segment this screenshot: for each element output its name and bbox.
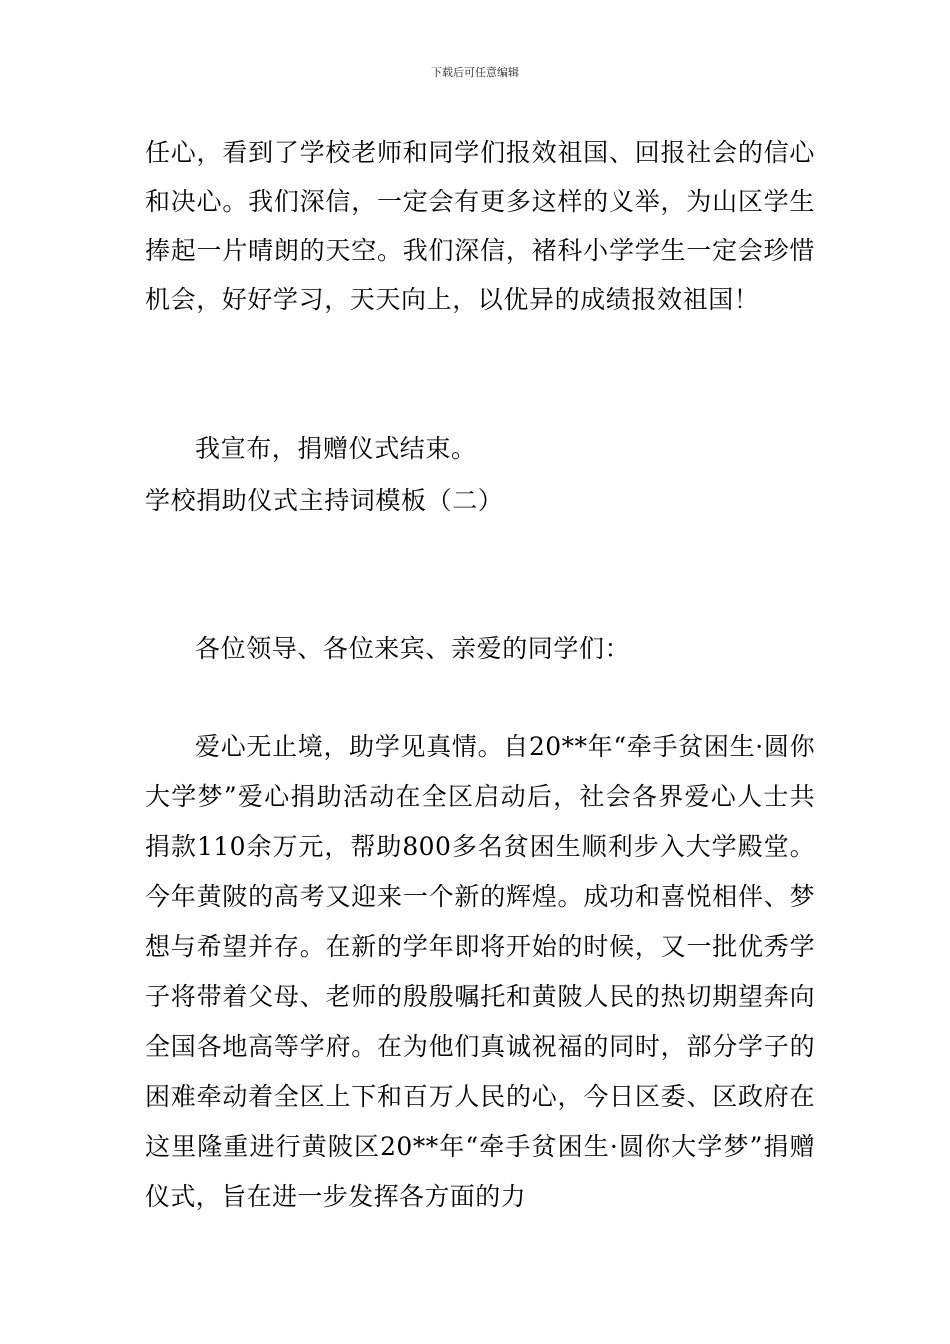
page-header-note: 下载后可任意编辑: [431, 66, 519, 79]
salutation: 各位领导、各位来宾、亲爱的同学们：: [195, 634, 631, 663]
paragraph-continuation: 任心，看到了学校老师和同学们报效祖国、回报社会的信心和决心。我们深信，一定会有更多这样的义举，为山区学生捧起一片晴朗的天空。我们深信，褚科小学学生一定会珍惜机会，好好学习，天天向上，以优异的成绩报效祖国！: [145, 138, 815, 314]
section-title: 学校捐助仪式主持词模板（二）: [145, 486, 504, 515]
main-paragraph: 爱心无止境，助学见真情。自20**年“牵手贫困生·圆你大学梦”爱心捐助活动在全区启动后，社会各界爱心人士共捐款110余万元，帮助800多名贫困生顺利步入大学殿堂。今年黄陂的高考又迎来一个新的辉煌。成功和喜悦相伴、梦想与希望并存。在新的学年即将开始的时候，又一批优秀学子将带着父母、老师的殷殷嘱托和黄陂人民的热切期望奔向全国各地高等学府。在为他们真诚祝福的同时，部分学子的困难牵动着全区上下和百万人民的心，今日区委、区政府在这里隆重进行黄陂区20**年“牵手贫困生·圆你大学梦”捐赠仪式，旨在进一步发挥各方面的力: [145, 732, 815, 1211]
closing-announcement: 我宣布，捐赠仪式结束。: [195, 434, 477, 463]
